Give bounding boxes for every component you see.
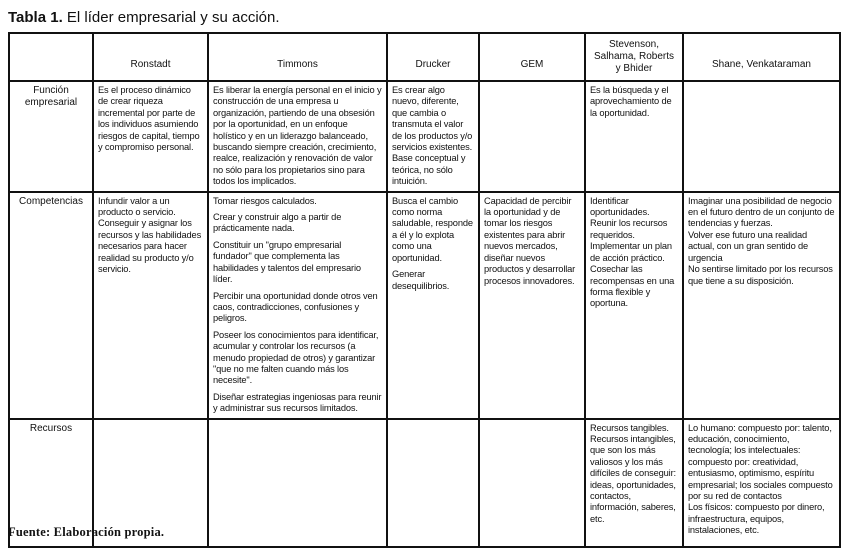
- cell-funcion-gem: [479, 81, 585, 192]
- row-funcion: [9, 81, 840, 192]
- cell-paragraph: Recursos tangibles. Recursos intangibles, que son los más valiosos y los más difíciles de conseguir: ideas, oportunidades, contactos, información, saberes, etc.: [590, 422, 676, 524]
- header-row: [9, 33, 840, 81]
- cell-funcion-drucker: [387, 81, 479, 192]
- cell-competencias-stevenson: [585, 192, 683, 419]
- cell-competencias-ronstadt: [93, 192, 208, 419]
- cell-competencias-shane: [683, 192, 840, 419]
- cell-recursos-shane: [683, 419, 840, 547]
- source-note: Fuente: Elaboración propia.: [8, 525, 165, 539]
- cell-recursos-stevenson: [585, 419, 683, 547]
- cell-paragraph: Poseer los conocimientos para identificar, acumular y controlar los recursos (a menudo propiedad de otros) y garantizar "que no me falten cuando más los necesite".: [213, 329, 379, 386]
- cell-paragraph: Crear y construir algo a partir de prácticamente nada.: [213, 212, 342, 234]
- cell-paragraph: Generar desequilibrios.: [392, 269, 450, 291]
- cell-competencias-drucker: [387, 192, 479, 419]
- cell-paragraph: Lo humano: compuesto por: talento, educación, conocimiento, tecnología; los intelectuales: compuesto por: creatividad, entusiasmo, optimismo, espíritu empresarial; los sociales compuesto por su red de contactos Los físicos: compuesto por dinero, infraestructura, equipos, instalaciones, etc.: [688, 422, 833, 536]
- cell-paragraph: Diseñar estrategias ingeniosas para reunir y administrar sus recursos limitados.: [213, 391, 382, 414]
- cell-paragraph: Es crear algo nuevo, diferente, que cambia o transmuta el valor de los productos y/o servicios existentes. Base conceptual y teórica, no sólo intuición.: [392, 85, 473, 187]
- cell-paragraph: Es la búsqueda y el aprovechamiento de la oportunidad.: [590, 85, 672, 118]
- header-empty: [9, 33, 93, 81]
- cell-recursos-gem: [479, 419, 585, 547]
- cell-paragraph: Tomar riesgos calculados.: [213, 195, 317, 206]
- cell-paragraph: Constituir un "grupo empresarial fundador" que complementa las habilidades y talentos del empresario líder.: [213, 239, 361, 285]
- header-drucker: Drucker: [387, 33, 479, 81]
- cell-paragraph: Infundir valor a un producto o servicio. Conseguir y asignar los recursos y las habilidades necesarios para hacer realidad su producto y/o servicio.: [98, 195, 202, 275]
- cell-paragraph: Percibir una oportunidad donde otros ven caos, contradicciones, confusiones y peligros.: [213, 290, 378, 324]
- header-timmons: Timmons: [208, 33, 387, 81]
- cell-paragraph: Es el proceso dinámico de crear riqueza incremental por parte de los individuos asumiendo riesgos de capital, tiempo y compromiso personal.: [98, 85, 200, 153]
- cell-paragraph: Capacidad de percibir la oportunidad y de tomar los riesgos existentes para abrir nuevos mercados, diseñar nuevos productos y desarrollar procesos innovadores.: [484, 195, 576, 286]
- leader-table: [8, 32, 841, 548]
- cell-paragraph: Es liberar la energía personal en el inicio y construcción de una empresa u organización, partiendo de una obsesión por la oportunidad, en un enfoque holístico y en un liderazgo balanceado, buscando siempre creación, crecimiento, realce, realización y renovación de valor no sólo para los propietarios sino para todos los implicados.: [213, 85, 382, 187]
- cell-funcion-stevenson: [585, 81, 683, 192]
- row-label-competencias: Competencias: [9, 192, 93, 419]
- cell-paragraph: Identificar oportunidades. Reunir los recursos requeridos. Implementar un plan de acción práctico. Cosechar las recompensas en una forma flexible y oportuna.: [590, 195, 675, 309]
- row-label-funcion: Función empresarial: [9, 81, 93, 192]
- cell-paragraph: Imaginar una posibilidad de negocio en el futuro dentro de un conjunto de tendencias y fuerzas. Volver ese futuro una realidad actual, con un gran sentido de urgencia No sentirse limitado por los recursos que tiene a su disposición.: [688, 195, 835, 286]
- cell-paragraph: Busca el cambio como norma saludable, responde a él y lo explota como una oportunidad.: [392, 195, 473, 263]
- header-shane: Shane, Venkataraman: [683, 33, 840, 81]
- cell-competencias-timmons: [208, 192, 387, 419]
- header-gem: GEM: [479, 33, 585, 81]
- cell-recursos-drucker: [387, 419, 479, 547]
- cell-funcion-timmons: [208, 81, 387, 192]
- row-label-recursos: Recursos: [9, 419, 93, 547]
- row-competencias: [9, 192, 840, 419]
- cell-recursos-timmons: [208, 419, 387, 547]
- table-title: [8, 9, 280, 27]
- header-ronstadt: Ronstadt: [93, 33, 208, 81]
- table-label: Tabla 1.: [8, 9, 63, 26]
- cell-funcion-ronstadt: [93, 81, 208, 192]
- cell-competencias-gem: [479, 192, 585, 419]
- header-stevenson: Stevenson, Salhama, Roberts y Bhider: [585, 33, 683, 81]
- table-caption: El líder empresarial y su acción.: [66, 9, 280, 26]
- cell-funcion-shane: [683, 81, 840, 192]
